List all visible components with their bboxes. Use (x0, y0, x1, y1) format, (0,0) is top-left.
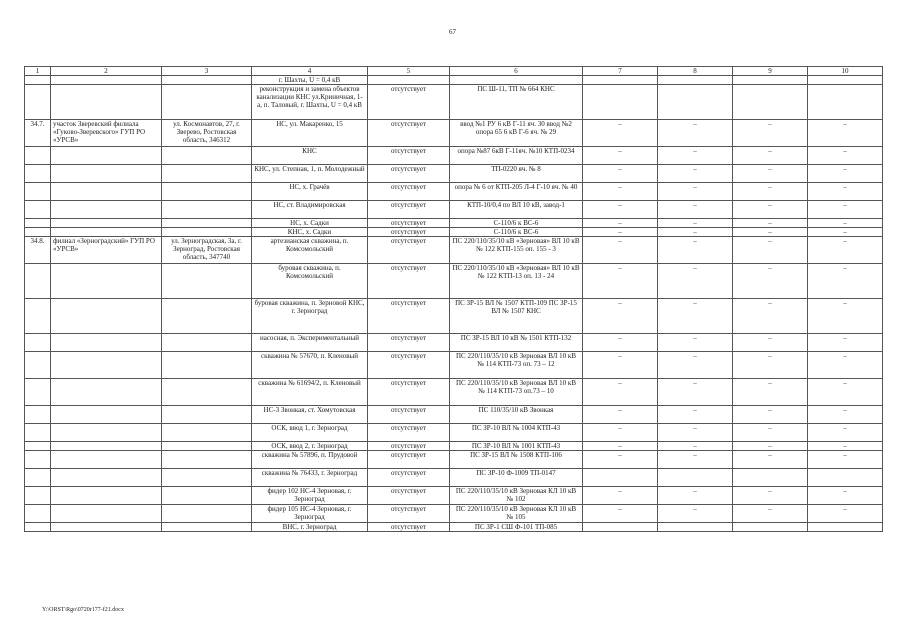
cell-col9: – (733, 201, 808, 219)
col-header: 1 (25, 67, 51, 76)
cell-row-number (25, 487, 51, 505)
table-row (25, 451, 883, 469)
cell-col8 (658, 76, 733, 85)
cell-power-source: ПС ЗР-15 ВЛ № 1508 КТП-106 (450, 451, 583, 469)
cell-address (162, 334, 252, 352)
cell-col8: – (658, 379, 733, 406)
cell-organization (51, 85, 162, 120)
cell-organization (51, 165, 162, 183)
cell-status: отсутствует (368, 147, 450, 165)
cell-col10: – (808, 120, 883, 147)
cell-organization (51, 451, 162, 469)
cell-col9 (733, 85, 808, 120)
cell-facility: КНС, х. Садки (252, 228, 368, 237)
cell-col8: – (658, 451, 733, 469)
cell-col8: – (658, 334, 733, 352)
cell-row-number (25, 85, 51, 120)
cell-power-source: С-110/6 к ВС-6 (450, 219, 583, 228)
cell-facility: КНС (252, 147, 368, 165)
cell-col9 (733, 523, 808, 532)
document-table-wrapper (24, 66, 882, 532)
cell-power-source: ПС 220/110/35/10 кВ Зерновая КЛ 10 кВ № 105 (450, 505, 583, 523)
cell-row-number (25, 76, 51, 85)
cell-power-source: ПС 220/110/35/10 кВ «Зерновая» ВЛ 10 кВ № 122 КТП-155 оп. 155 - 3 (450, 237, 583, 264)
cell-organization (51, 299, 162, 334)
cell-row-number (25, 183, 51, 201)
cell-col8: – (658, 424, 733, 442)
cell-col7: – (583, 228, 658, 237)
cell-address (162, 264, 252, 299)
cell-col8: – (658, 264, 733, 299)
cell-row-number (25, 334, 51, 352)
cell-address (162, 201, 252, 219)
cell-col9: – (733, 237, 808, 264)
cell-organization (51, 406, 162, 424)
cell-status: отсутствует (368, 183, 450, 201)
cell-col10: – (808, 352, 883, 379)
cell-col7: – (583, 406, 658, 424)
cell-power-source: ввод №1 РУ 6 кВ Г-11 яч. 30 ввод №2 опора 65 6 кВ Г-6 яч. № 29 (450, 120, 583, 147)
cell-facility: КНС, ул. Степная, 1, п. Молодежный (252, 165, 368, 183)
cell-organization (51, 334, 162, 352)
cell-address (162, 219, 252, 228)
cell-address (162, 147, 252, 165)
cell-col8: – (658, 120, 733, 147)
table-row (25, 183, 883, 201)
cell-row-number: 34.7. (25, 120, 51, 147)
cell-col7: – (583, 147, 658, 165)
cell-status: отсутствует (368, 299, 450, 334)
cell-organization (51, 469, 162, 487)
document-table (24, 66, 883, 532)
table-row (25, 120, 883, 147)
cell-col9 (733, 469, 808, 487)
col-header: 5 (368, 67, 450, 76)
cell-facility: ОСК, ввод 2, г. Зерноград (252, 442, 368, 451)
cell-col9: – (733, 219, 808, 228)
file-path-footer: Y:\ORST\Rgo\0720r177-f21.docx (42, 607, 124, 613)
cell-col7: – (583, 120, 658, 147)
cell-col9: – (733, 228, 808, 237)
cell-col9: – (733, 183, 808, 201)
cell-col8: – (658, 406, 733, 424)
cell-organization (51, 442, 162, 451)
cell-row-number (25, 219, 51, 228)
cell-col8: – (658, 505, 733, 523)
cell-power-source: опора №87 6кВ Г-11яч. №10 КТП-0234 (450, 147, 583, 165)
cell-col7: – (583, 237, 658, 264)
cell-col7 (583, 523, 658, 532)
cell-organization (51, 379, 162, 406)
cell-facility: насосная, п. Экспериментальный (252, 334, 368, 352)
cell-col8: – (658, 352, 733, 379)
cell-col8: – (658, 165, 733, 183)
cell-power-source: опора № 6 от КТП-205 Л-4 Г-10 яч. № 40 (450, 183, 583, 201)
cell-organization (51, 76, 162, 85)
cell-row-number (25, 469, 51, 487)
cell-row-number: 34.8. (25, 237, 51, 264)
cell-address (162, 379, 252, 406)
cell-col7 (583, 469, 658, 487)
cell-col9: – (733, 442, 808, 451)
cell-organization (51, 219, 162, 228)
cell-col10: – (808, 505, 883, 523)
cell-address (162, 487, 252, 505)
cell-col7: – (583, 165, 658, 183)
cell-col10: – (808, 147, 883, 165)
table-row (25, 264, 883, 299)
col-header: 8 (658, 67, 733, 76)
table-row (25, 406, 883, 424)
cell-col7: – (583, 219, 658, 228)
cell-organization (51, 264, 162, 299)
cell-organization (51, 352, 162, 379)
table-row (25, 228, 883, 237)
cell-power-source: ПС Ш-11, ТП № 664 КНС (450, 85, 583, 120)
cell-status: отсутствует (368, 165, 450, 183)
cell-row-number (25, 379, 51, 406)
cell-address (162, 165, 252, 183)
cell-status: отсутствует (368, 237, 450, 264)
cell-col8: – (658, 237, 733, 264)
cell-row-number (25, 228, 51, 237)
cell-col10: – (808, 264, 883, 299)
cell-address (162, 406, 252, 424)
cell-status: отсутствует (368, 219, 450, 228)
table-row (25, 201, 883, 219)
cell-power-source: ПС ЗР-1 СШ Ф-101 ТП-085 (450, 523, 583, 532)
cell-col10: – (808, 487, 883, 505)
cell-row-number (25, 451, 51, 469)
table-row (25, 76, 883, 85)
cell-facility: ОСК, ввод 1, г. Зерноград (252, 424, 368, 442)
cell-row-number (25, 299, 51, 334)
cell-facility: артезианская скважина, п. Комсомольский (252, 237, 368, 264)
cell-col8 (658, 523, 733, 532)
cell-power-source: ПС 220/110/35/10 кВ Зерновая ВЛ 10 кВ № 114 КТП-73 оп. 73 – 12 (450, 352, 583, 379)
cell-organization: филиал «Зерноградский» ГУП РО «УРСВ» (51, 237, 162, 264)
cell-status: отсутствует (368, 264, 450, 299)
cell-row-number (25, 523, 51, 532)
table-row (25, 237, 883, 264)
cell-power-source: С-110/6 к ВС-6 (450, 228, 583, 237)
cell-facility: ВНС, г. Зерноград (252, 523, 368, 532)
cell-address (162, 352, 252, 379)
cell-col9: – (733, 165, 808, 183)
cell-address: ул. Зерноградская, 3а, г. Зерноград, Ростовская область, 347740 (162, 237, 252, 264)
cell-address (162, 76, 252, 85)
cell-col9: – (733, 352, 808, 379)
cell-address (162, 85, 252, 120)
cell-status: отсутствует (368, 487, 450, 505)
table-row (25, 85, 883, 120)
cell-facility: буровая скважина, п. Зерновой КНС, г. Зерноград (252, 299, 368, 334)
cell-col7 (583, 76, 658, 85)
table-row (25, 505, 883, 523)
cell-address (162, 183, 252, 201)
cell-organization: участок Зверевский филиала «Гуково-Зверевского» ГУП РО «УРСВ» (51, 120, 162, 147)
cell-facility: НС, х. Садки (252, 219, 368, 228)
cell-col7: – (583, 505, 658, 523)
cell-address (162, 523, 252, 532)
cell-col8: – (658, 201, 733, 219)
cell-status: отсутствует (368, 352, 450, 379)
cell-status: отсутствует (368, 451, 450, 469)
cell-col8: – (658, 147, 733, 165)
cell-col10: – (808, 406, 883, 424)
cell-organization (51, 505, 162, 523)
table-row (25, 147, 883, 165)
cell-power-source: ПС 220/110/35/10 кВ Зерновая КЛ 10 кВ № 102 (450, 487, 583, 505)
cell-power-source: КТП-10/0,4 по ВЛ 10 кВ, завод-1 (450, 201, 583, 219)
cell-address (162, 424, 252, 442)
cell-col8: – (658, 487, 733, 505)
cell-col9: – (733, 505, 808, 523)
table-header-row (25, 67, 883, 76)
table-row (25, 487, 883, 505)
cell-col10 (808, 76, 883, 85)
cell-col8: – (658, 183, 733, 201)
cell-col9: – (733, 147, 808, 165)
cell-row-number (25, 165, 51, 183)
cell-col7: – (583, 299, 658, 334)
cell-facility: НС-3 Звонкая, ст. Хомутовская (252, 406, 368, 424)
cell-facility: буровая скважина, п. Комсомольский (252, 264, 368, 299)
cell-power-source: ПС 220/110/35/10 кВ Зерновая ВЛ 10 кВ № 114 КТП-73 оп.73 – 10 (450, 379, 583, 406)
cell-col10: – (808, 379, 883, 406)
cell-facility: НС, х. Грачёв (252, 183, 368, 201)
cell-facility: г. Шахты, U = 0,4 кВ (252, 76, 368, 85)
table-row (25, 442, 883, 451)
cell-col9: – (733, 379, 808, 406)
cell-facility: НС, ст. Владимировская (252, 201, 368, 219)
cell-col8: – (658, 219, 733, 228)
cell-facility: реконструкция и замена объектов канализации КНС ул.Криничная, 1-а, п. Таловый, г. Шахты, U = 0,4 кВ (252, 85, 368, 120)
cell-col10 (808, 469, 883, 487)
cell-status: отсутствует (368, 406, 450, 424)
cell-row-number (25, 406, 51, 424)
cell-col9: – (733, 299, 808, 334)
cell-row-number (25, 442, 51, 451)
cell-facility: фидер 105 НС-4 Зерновая, г. Зерноград (252, 505, 368, 523)
cell-row-number (25, 201, 51, 219)
table-row (25, 523, 883, 532)
cell-col10: – (808, 165, 883, 183)
cell-row-number (25, 424, 51, 442)
cell-status: отсутствует (368, 334, 450, 352)
col-header: 6 (450, 67, 583, 76)
cell-address (162, 505, 252, 523)
cell-col7: – (583, 379, 658, 406)
cell-col7: – (583, 334, 658, 352)
cell-facility: скважина № 76433, г. Зерноград (252, 469, 368, 487)
cell-status: отсутствует (368, 469, 450, 487)
cell-col7: – (583, 183, 658, 201)
cell-col9 (733, 76, 808, 85)
cell-organization (51, 487, 162, 505)
table-row (25, 379, 883, 406)
cell-organization (51, 183, 162, 201)
cell-facility: скважина № 61694/2, п. Кленовый (252, 379, 368, 406)
cell-row-number (25, 352, 51, 379)
cell-col8 (658, 469, 733, 487)
cell-address (162, 299, 252, 334)
col-header: 3 (162, 67, 252, 76)
cell-col10: – (808, 228, 883, 237)
table-row (25, 334, 883, 352)
cell-power-source (450, 76, 583, 85)
cell-col7: – (583, 352, 658, 379)
cell-col9: – (733, 406, 808, 424)
cell-power-source: ПС ЗР-10 Ф-1009 ТП-0147 (450, 469, 583, 487)
page-number: 67 (449, 28, 456, 36)
col-header: 9 (733, 67, 808, 76)
cell-organization (51, 201, 162, 219)
cell-col9: – (733, 451, 808, 469)
cell-col10: – (808, 183, 883, 201)
cell-facility: НС, ул. Макаренко, 15 (252, 120, 368, 147)
cell-col10 (808, 85, 883, 120)
col-header: 2 (51, 67, 162, 76)
cell-col9: – (733, 487, 808, 505)
cell-power-source: ПС ЗР-10 ВЛ № 1004 КТП-43 (450, 424, 583, 442)
cell-status: отсутствует (368, 505, 450, 523)
cell-col7: – (583, 424, 658, 442)
cell-col9: – (733, 120, 808, 147)
cell-col7: – (583, 264, 658, 299)
table-row (25, 165, 883, 183)
cell-power-source: ПС ЗР-15 ВЛ № 1507 КТП-109 ПС ЗР-15 ВЛ № 1507 КНС (450, 299, 583, 334)
cell-address (162, 469, 252, 487)
cell-address: ул. Космонавтов, 27, г. Зверево, Ростовская область, 346312 (162, 120, 252, 147)
cell-address (162, 451, 252, 469)
cell-status: отсутствует (368, 424, 450, 442)
cell-address (162, 442, 252, 451)
cell-col8: – (658, 299, 733, 334)
cell-facility: фидер 102 НС-4 Зерновая, г. Зерноград (252, 487, 368, 505)
cell-row-number (25, 505, 51, 523)
cell-status: отсутствует (368, 523, 450, 532)
cell-col10: – (808, 334, 883, 352)
cell-col7: – (583, 442, 658, 451)
table-row (25, 469, 883, 487)
cell-col10: – (808, 442, 883, 451)
col-header: 7 (583, 67, 658, 76)
cell-organization (51, 147, 162, 165)
cell-power-source: ПС ЗР-15 ВЛ 10 кВ № 1501 КТП-132 (450, 334, 583, 352)
cell-status: отсутствует (368, 201, 450, 219)
cell-facility: скважина № 57896, п. Прудовой (252, 451, 368, 469)
cell-col7 (583, 85, 658, 120)
cell-power-source: ТП-0220 яч. № 8 (450, 165, 583, 183)
cell-power-source: ПС 110/35/10 кВ Звонкая (450, 406, 583, 424)
table-row (25, 299, 883, 334)
cell-facility: скважина № 57670, п. Кленовый (252, 352, 368, 379)
cell-col7: – (583, 487, 658, 505)
cell-address (162, 228, 252, 237)
cell-col8: – (658, 442, 733, 451)
cell-col10: – (808, 299, 883, 334)
table-row (25, 424, 883, 442)
cell-status: отсутствует (368, 379, 450, 406)
cell-col8: – (658, 228, 733, 237)
cell-col9: – (733, 424, 808, 442)
cell-power-source: ПС ЗР-10 ВЛ № 1001 КТП-43 (450, 442, 583, 451)
table-body (25, 76, 883, 532)
cell-col7: – (583, 201, 658, 219)
table-row (25, 219, 883, 228)
cell-col9: – (733, 334, 808, 352)
col-header: 4 (252, 67, 368, 76)
col-header: 10 (808, 67, 883, 76)
cell-status: отсутствует (368, 85, 450, 120)
cell-organization (51, 228, 162, 237)
cell-power-source: ПС 220/110/35/10 кВ «Зерновая» ВЛ 10 кВ № 122 КТП-13 оп. 13 - 24 (450, 264, 583, 299)
cell-organization (51, 523, 162, 532)
cell-row-number (25, 147, 51, 165)
cell-col10: – (808, 424, 883, 442)
cell-col8 (658, 85, 733, 120)
cell-col9: – (733, 264, 808, 299)
cell-row-number (25, 264, 51, 299)
cell-status: отсутствует (368, 442, 450, 451)
cell-organization (51, 424, 162, 442)
cell-col10 (808, 523, 883, 532)
cell-status (368, 76, 450, 85)
cell-col10: – (808, 219, 883, 228)
cell-col7: – (583, 451, 658, 469)
cell-col10: – (808, 237, 883, 264)
cell-col10: – (808, 201, 883, 219)
table-row (25, 352, 883, 379)
cell-col10: – (808, 451, 883, 469)
cell-status: отсутствует (368, 228, 450, 237)
cell-status: отсутствует (368, 120, 450, 147)
